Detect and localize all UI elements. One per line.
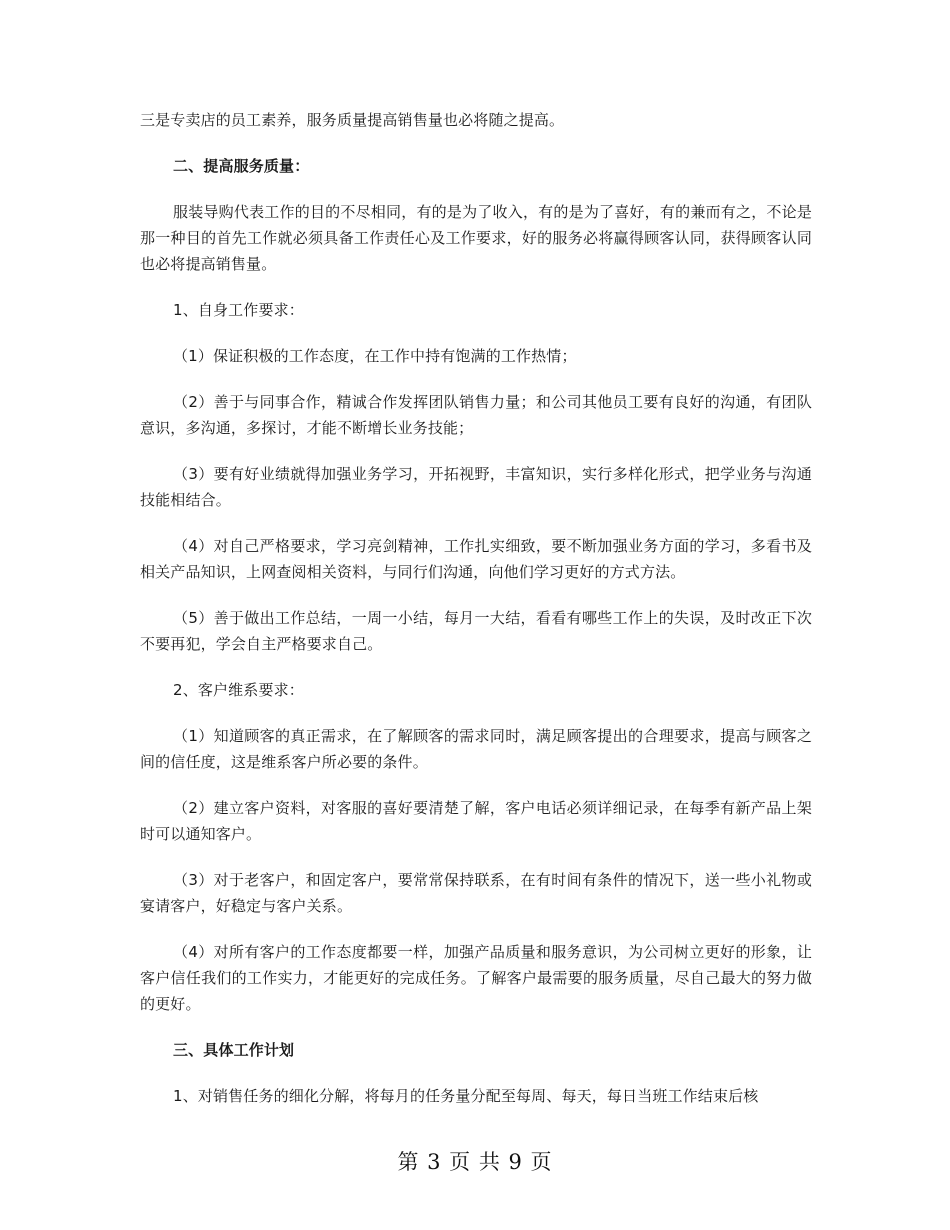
list-item: （3）要有好业绩就得加强业务学习，开拓视野，丰富知识，实行多样化形式，把学业务与沟通技能相结合。 (140, 465, 812, 509)
section-2-heading: 二、提高服务质量： (173, 157, 310, 175)
subsection-2-heading: 2、客户维系要求： (173, 681, 304, 699)
section-3-heading: 三、具体工作计划 (173, 1041, 295, 1059)
list-item: （1）保证积极的工作态度，在工作中持有饱满的工作热情； (173, 347, 577, 365)
list-item: （1）知道顾客的真正需求，在了解顾客的需求同时，满足顾客提出的合理要求，提高与顾客之间的信任度，这是维系客户所必要的条件。 (140, 727, 812, 771)
list-item: （4）对所有客户的工作态度都要一样，加强产品质量和服务意识，为公司树立更好的形象，让客户信任我们的工作实力，才能更好的完成任务。了解客户最需要的服务质量，尽自己最大的努力做的更好。 (140, 943, 812, 1013)
list-item: （4）对自己严格要求，学习亮剑精神，工作扎实细致，要不断加强业务方面的学习，多看书及相关产品知识，上网查阅相关资料，与同行们沟通，向他们学习更好的方式方法。 (140, 537, 812, 581)
subsection-1-heading: 1、自身工作要求： (173, 301, 304, 319)
page-number-footer: 第 3 页 共 9 页 (397, 1150, 553, 1174)
section-2-body: 服装导购代表工作的目的不尽相同，有的是为了收入，有的是为了喜好，有的兼而有之，不论是那一种目的首先工作就必须具备工作责任心及工作要求，好的服务必将赢得顾客认同，获得顾客认同也必将提高销售量。 (140, 203, 812, 273)
list-item: （5）善于做出工作总结，一周一小结，每月一大结，看看有哪些工作上的失误，及时改正下次不要再犯，学会自主严格要求自己。 (140, 609, 812, 653)
document-body (140, 107, 812, 1129)
paragraph-intro-tail: 三是专卖店的员工素养，服务质量提高销售量也必将随之提高。 (140, 111, 565, 129)
list-item: （2）建立客户资料，对客服的喜好要清楚了解，客户电话必须详细记录，在每季有新产品上架时可以通知客户。 (140, 799, 812, 843)
list-item: 1、对销售任务的细化分解，将每月的任务量分配至每周、每天，每日当班工作结束后核 (173, 1087, 759, 1105)
list-item: （2）善于与同事合作，精诚合作发挥团队销售力量；和公司其他员工要有良好的沟通，有团队意识，多沟通，多探讨，才能不断增长业务技能； (140, 393, 812, 437)
list-item: （3）对于老客户，和固定客户，要常常保持联系，在有时间有条件的情况下，送一些小礼物或宴请客户，好稳定与客户关系。 (140, 871, 812, 915)
